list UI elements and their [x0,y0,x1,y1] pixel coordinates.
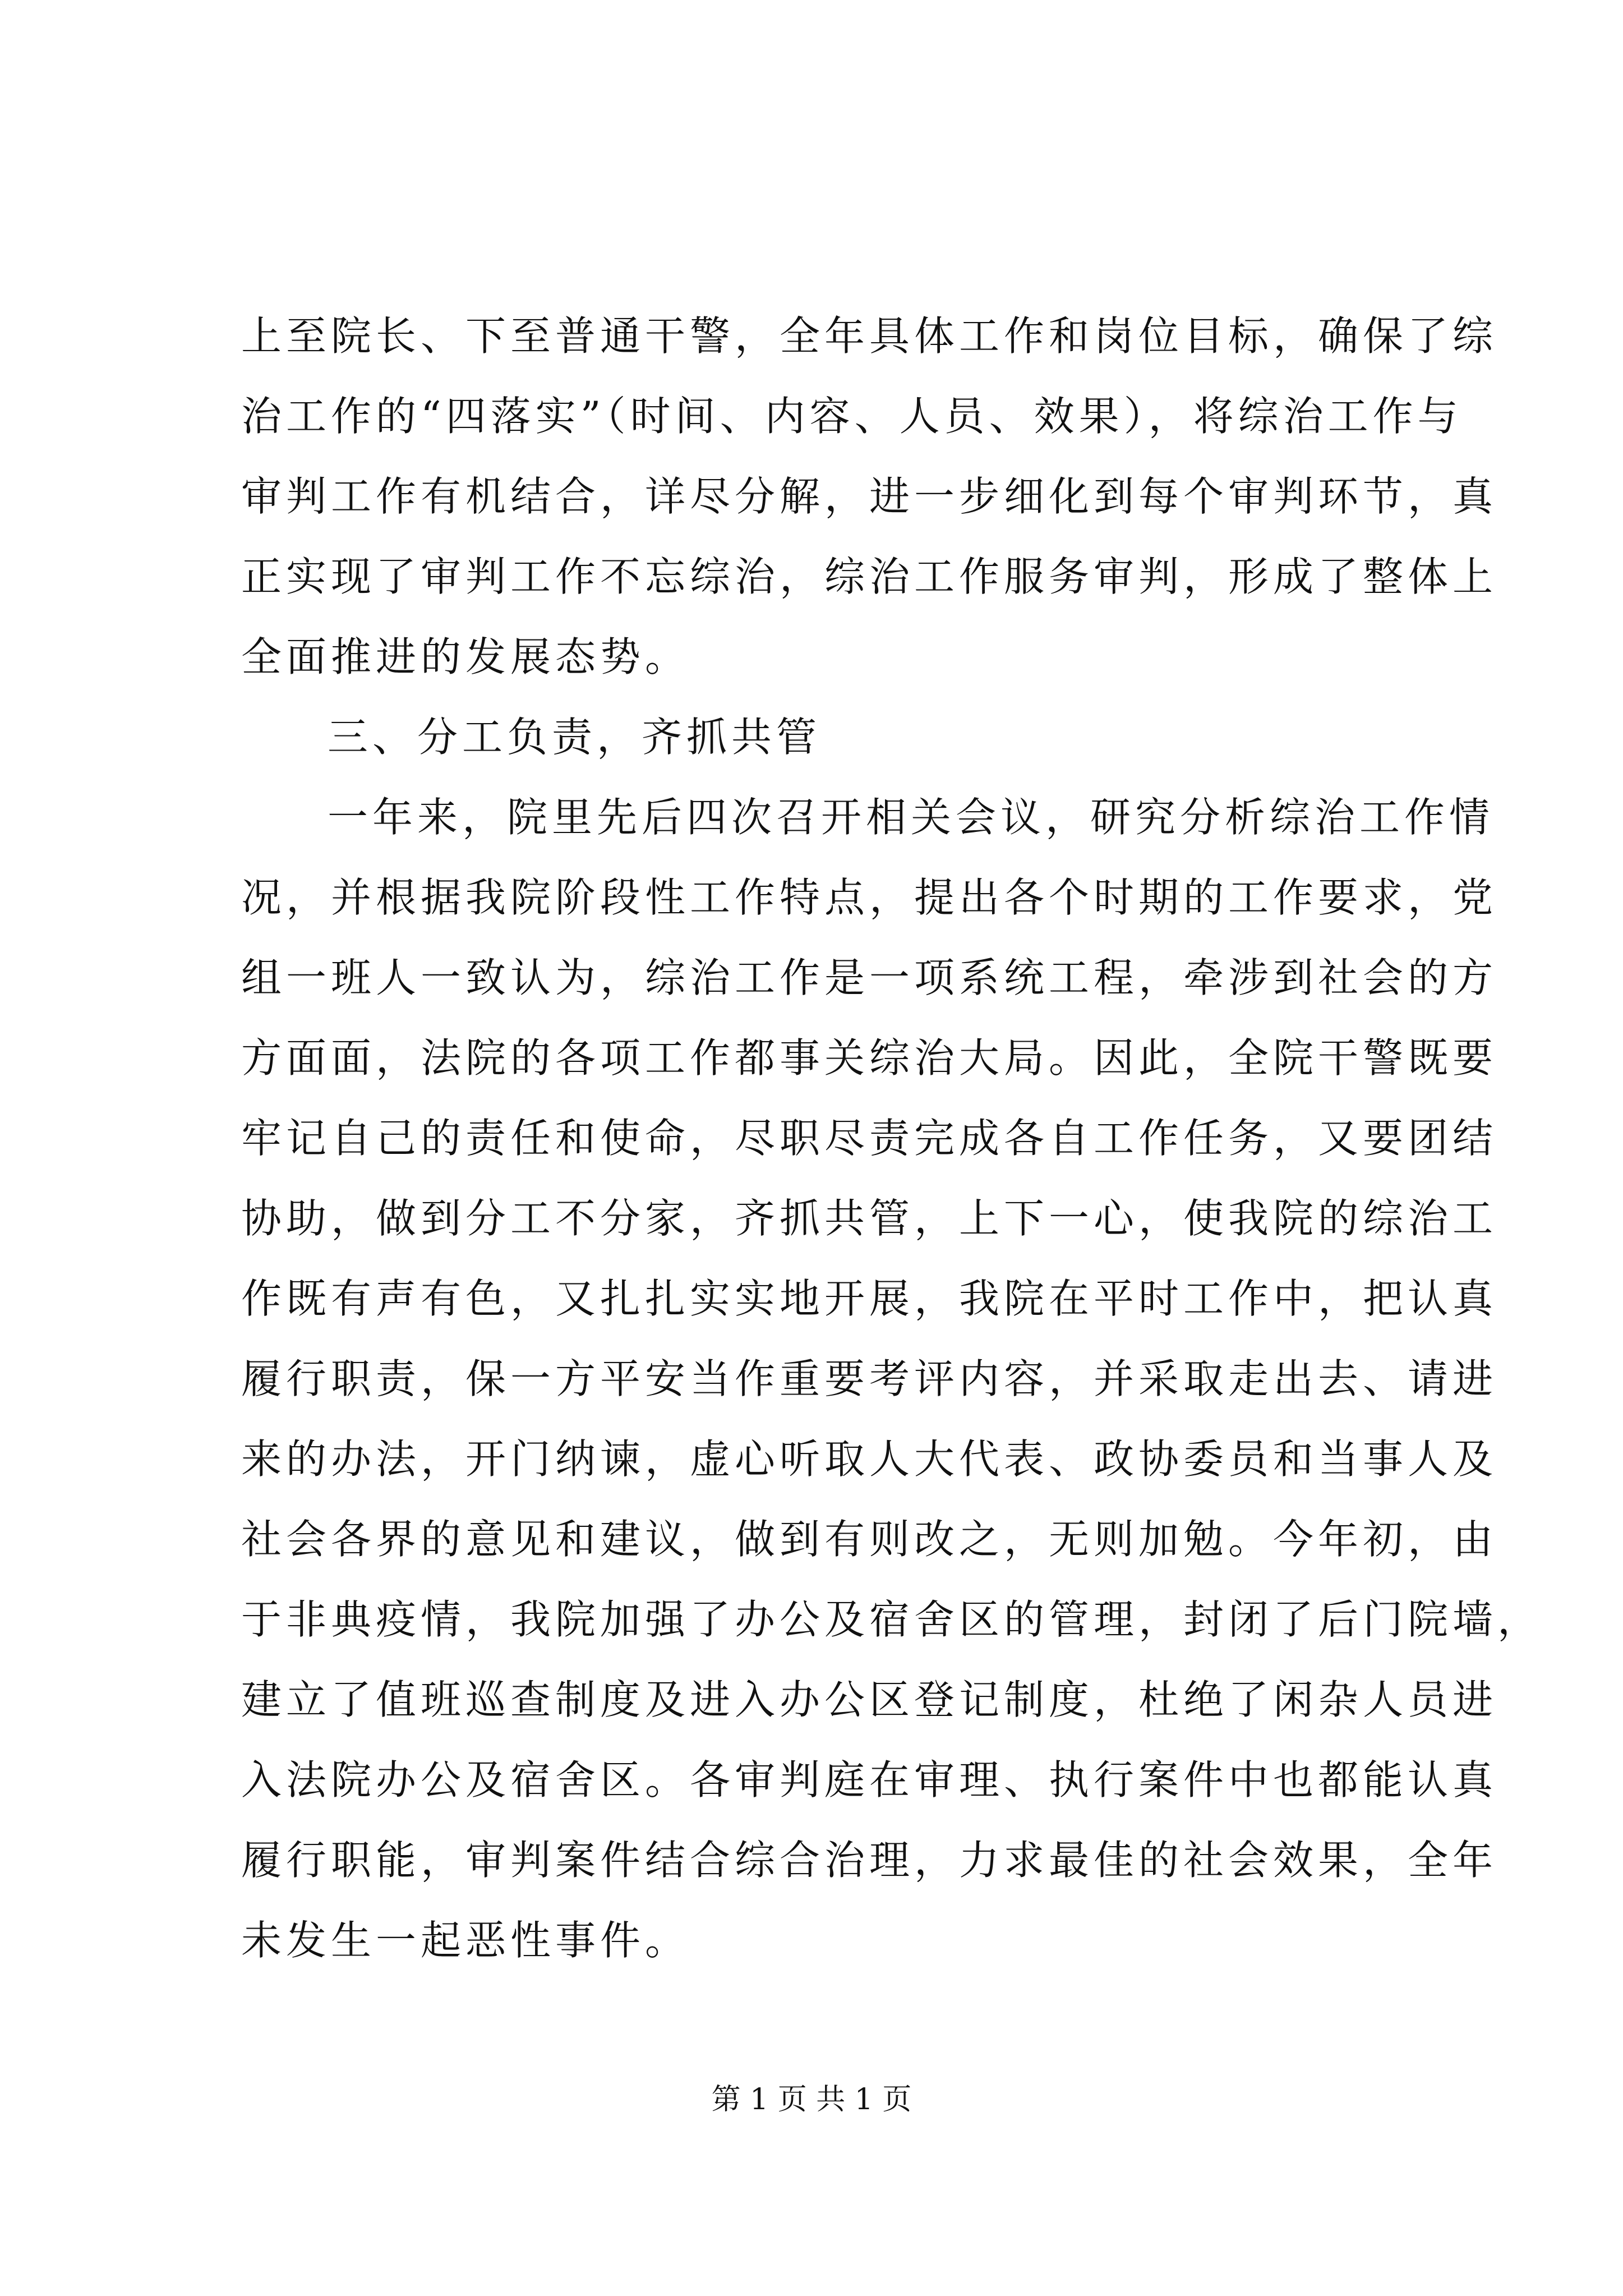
text-line-11: 牢记自己的责任和使命，尽职尽责完成各自工作任务，又要团结 [241,1115,1498,1162]
text-line-14: 履行职责，保一方平安当作重要考评内容，并采取走出去、请进 [241,1355,1498,1402]
text-line-5: 全面推进的发展态势。 [241,633,690,680]
section-heading: 三、分工负责，齐抓共管 [328,714,822,761]
text-line-7: 一年来，院里先后四次召开相关会议，研究分析综治工作情 [328,794,1495,841]
text-line-20: 履行职能，审判案件结合综合治理，力求最佳的社会效果，全年 [241,1837,1498,1884]
text-line-21: 未发生一起恶性事件。 [241,1917,690,1964]
text-line-1: 上至院长、下至普通干警，全年具体工作和岗位目标，确保了综 [241,312,1498,360]
page-number-footer: 第 1 页 共 1 页 [711,2083,912,2116]
text-line-3: 审判工作有机结合，详尽分解，进一步细化到每个审判环节，真 [241,473,1498,520]
text-line-19: 入法院办公及宿舍区。各审判庭在审理、执行案件中也都能认真 [241,1756,1498,1803]
text-line-15: 来的办法，开门纳谏，虚心听取人大代表、政协委员和当事人及 [241,1435,1498,1483]
text-line-12: 协助，做到分工不分家，齐抓共管，上下一心，使我院的综治工 [241,1195,1498,1242]
text-line-2: 治工作的“四落实”（时间、内容、人员、效果），将综治工作与 [241,393,1463,440]
text-line-17: 于非典疫情，我院加强了办公及宿舍区的管理，封闭了后门院墙， [241,1596,1543,1643]
document-body [241,296,1543,1981]
text-line-16: 社会各界的意见和建议，做到有则改之，无则加勉。今年初，由 [241,1516,1498,1563]
text-line-9: 组一班人一致认为，综治工作是一项系统工程，牵涉到社会的方 [241,954,1498,1001]
text-line-18: 建立了值班巡查制度及进入办公区登记制度，杜绝了闲杂人员进 [241,1676,1498,1723]
text-line-8: 况，并根据我院阶段性工作特点，提出各个时期的工作要求，党 [241,874,1498,921]
text-line-4: 正实现了审判工作不忘综治，综治工作服务审判，形成了整体上 [241,553,1498,600]
text-line-13: 作既有声有色，又扎扎实实地开展，我院在平时工作中，把认真 [241,1275,1498,1322]
text-line-10: 方面面，法院的各项工作都事关综治大局。因此，全院干警既要 [241,1034,1498,1082]
